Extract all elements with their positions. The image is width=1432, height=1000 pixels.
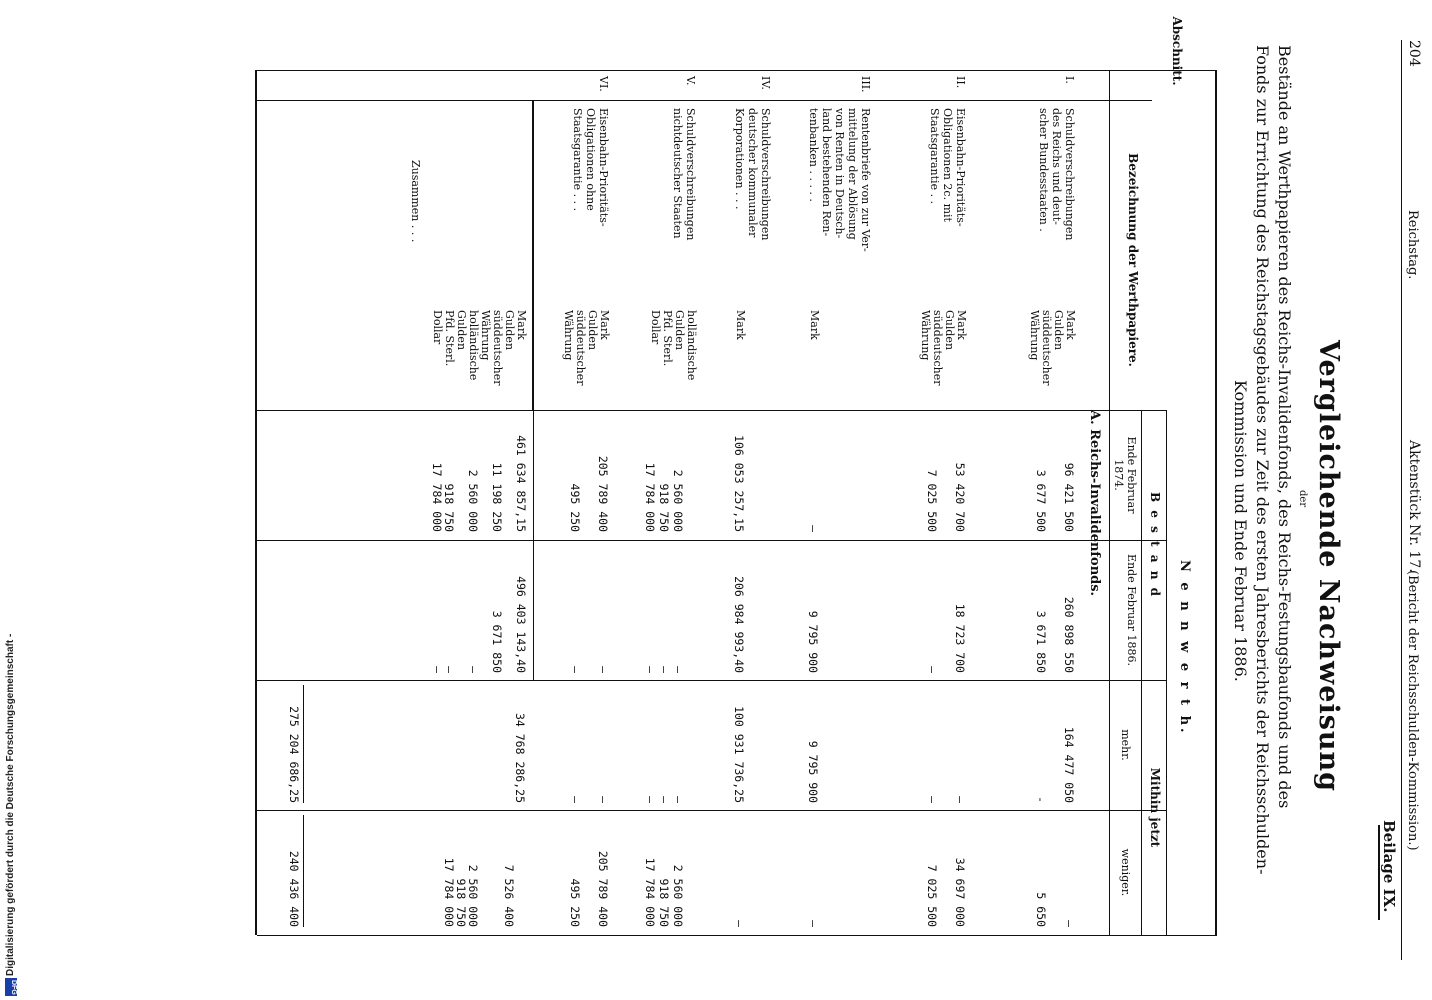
table-right-rule bbox=[257, 935, 1217, 936]
total-weniger-net: 240 436 400 bbox=[287, 850, 301, 927]
row-value-1886: 9 795 900 bbox=[806, 610, 820, 673]
header-rule bbox=[1401, 40, 1402, 960]
table-top-rule bbox=[1215, 70, 1217, 935]
total-top-rule bbox=[532, 100, 534, 410]
row-desc: Schuldverschreibungen nichtdeutscher Staaten bbox=[671, 108, 697, 241]
row-desc: Schuldverschreibungen deutscher kommunaler Korporationen . . . bbox=[733, 108, 772, 241]
row-value-1874: 2 560 000 918 750 17 784 000 bbox=[643, 462, 685, 532]
row-roman: IV. bbox=[759, 76, 772, 90]
col-header-1886: Ende Februar 1886. bbox=[1125, 554, 1138, 666]
row-value-1874: 53 420 700 7 025 500 bbox=[925, 462, 967, 532]
row-desc: Rentenbriefe von zur Ver- mittelung der Ablösung von Renten in Deutsch- land bestehenden Ren- tenbanken . . . . . bbox=[807, 108, 872, 252]
row-units: Mark Gulden süddeutscher Währung bbox=[919, 310, 968, 386]
col-header-mehr: mehr. bbox=[1119, 729, 1132, 761]
table-left-rule bbox=[257, 70, 1217, 71]
row-units: Mark Gulden süddeutscher Währung bbox=[562, 310, 611, 386]
row-value-weniger: — 5 650 bbox=[1034, 892, 1076, 927]
row-value-1886: 18 723 700 — bbox=[925, 603, 967, 673]
row-value-mehr: — — bbox=[568, 796, 610, 803]
row-value-1886: — — — bbox=[643, 666, 685, 673]
row-roman: V. bbox=[684, 76, 697, 86]
header-right-label: (Bericht der Reichsschulden-Kommission.) bbox=[1405, 570, 1420, 851]
row-value-1874: 96 421 500 3 677 500 bbox=[1034, 462, 1076, 532]
row-roman: VI. bbox=[597, 76, 610, 92]
total-value-1886: 496 403 143,40 3 671 850 — — — bbox=[430, 576, 528, 673]
funding-stamp-text: Digitalisierung gefördert durch die Deutsche Forschungsgemeinschaft - bbox=[5, 633, 16, 976]
annex-label: Beilage IX. bbox=[1380, 820, 1398, 913]
total-value-mehr: 34 768 286,25 bbox=[513, 712, 527, 803]
table-header-bottom-rule bbox=[1109, 70, 1110, 935]
document-title: Vergleichende Nachweisung bbox=[1313, 340, 1344, 793]
row-value-mehr: 9 795 900 bbox=[806, 740, 820, 803]
total-mehr-net: 275 204 686,25 bbox=[287, 706, 301, 803]
title-der: der bbox=[1297, 490, 1308, 508]
row-value-weniger: 2 560 000 918 750 17 784 000 bbox=[643, 857, 685, 927]
row-value-1874: 205 789 400 495 250 bbox=[568, 455, 610, 532]
table-bottom-rule bbox=[255, 70, 257, 935]
row-value-1886: 206 984 993,40 bbox=[732, 576, 746, 673]
col-header-nennwerth: N e n n w e r t h. bbox=[1177, 560, 1192, 736]
col-header-bezeichnung: Bezeichnung der Werthpapiere. bbox=[1126, 153, 1140, 367]
total-value-1874: 461 634 857,15 11 198 250 2 560 000 918 750 17 784 000 bbox=[430, 435, 528, 532]
row-value-mehr: — — bbox=[925, 796, 967, 803]
row-value-1874: 106 053 257,15 bbox=[732, 435, 746, 532]
header-center-label: Aktenstück Nr. 17. bbox=[1406, 440, 1422, 573]
col-header-mithin-jetzt: Mithin jetzt bbox=[1148, 767, 1162, 848]
total-units: Mark Gulden süddeutscher Währung holländische Gulden Pfd. Sterl. Dollar bbox=[431, 310, 528, 386]
row-value-mehr: 100 931 736,25 bbox=[732, 706, 746, 803]
row-value-weniger: — bbox=[732, 920, 746, 927]
section-title: A. Reichs-Invalidenfonds. bbox=[1087, 410, 1102, 597]
row-value-mehr: 164 477 050 - bbox=[1034, 726, 1076, 803]
row-roman: III. bbox=[859, 76, 872, 93]
row-units: Mark Gulden süddeutscher Währung bbox=[1028, 310, 1077, 386]
row-desc: Eisenbahn-Prioritäts- Obligationen ohne Staatsgarantie . . . bbox=[571, 108, 610, 227]
page-number: 204 bbox=[1406, 40, 1422, 67]
col-header-bestand: B e s t a n d bbox=[1148, 491, 1162, 599]
col-header-1874: Ende Februar 1874. bbox=[1112, 436, 1138, 514]
row-value-1874: — bbox=[806, 525, 820, 532]
dfg-logo-icon: DFG bbox=[5, 978, 17, 996]
row-units: Mark bbox=[734, 310, 747, 340]
row-value-weniger: 205 789 400 495 250 bbox=[568, 850, 610, 927]
total-value-weniger: 7 526 400 2 560 000 918 750 17 784 000 bbox=[442, 857, 516, 927]
row-value-1886: — — bbox=[568, 666, 610, 673]
row-value-mehr: — — — bbox=[643, 796, 685, 803]
row-units: Mark bbox=[808, 310, 821, 340]
total-label: Zusammen . . . bbox=[409, 160, 422, 243]
row-roman: II. bbox=[954, 76, 967, 89]
subtitle-line-1: Bestände an Werthpapieren des Reichs-Invalidenfonds, des Reichs-Festungsbaufonds und des bbox=[1275, 45, 1294, 809]
row-value-1886: 260 898 550 3 671 850 bbox=[1034, 596, 1076, 673]
subtitle-line-2: Fonds zur Errichtung des Reichstagsgebäudes zur Zeit des ersten Jahresberichts der Reichsschulden- bbox=[1253, 45, 1272, 875]
header-left-label: Reichstag. bbox=[1405, 210, 1420, 280]
row-value-weniger: — bbox=[806, 920, 820, 927]
row-roman: I. bbox=[1063, 76, 1076, 84]
row-value-weniger: 34 697 000 7 025 500 bbox=[925, 857, 967, 927]
annex-rule bbox=[1378, 825, 1380, 920]
row-units: holländische Gulden Pfd. Sterl. Dollar bbox=[649, 310, 698, 381]
col-header-weniger: weniger. bbox=[1119, 848, 1132, 897]
row-desc: Schuldverschreibungen des Reichs und deut- scher Bundesstaaten . bbox=[1037, 108, 1076, 241]
col-header-abschnitt: Abschnitt. bbox=[1170, 16, 1184, 86]
subtitle-line-3: Kommission und Ende Februar 1886. bbox=[1231, 380, 1250, 682]
row-desc: Eisenbahn-Prioritäts- Obligationen 2c. mit Staatsgarantie . . bbox=[928, 108, 967, 227]
